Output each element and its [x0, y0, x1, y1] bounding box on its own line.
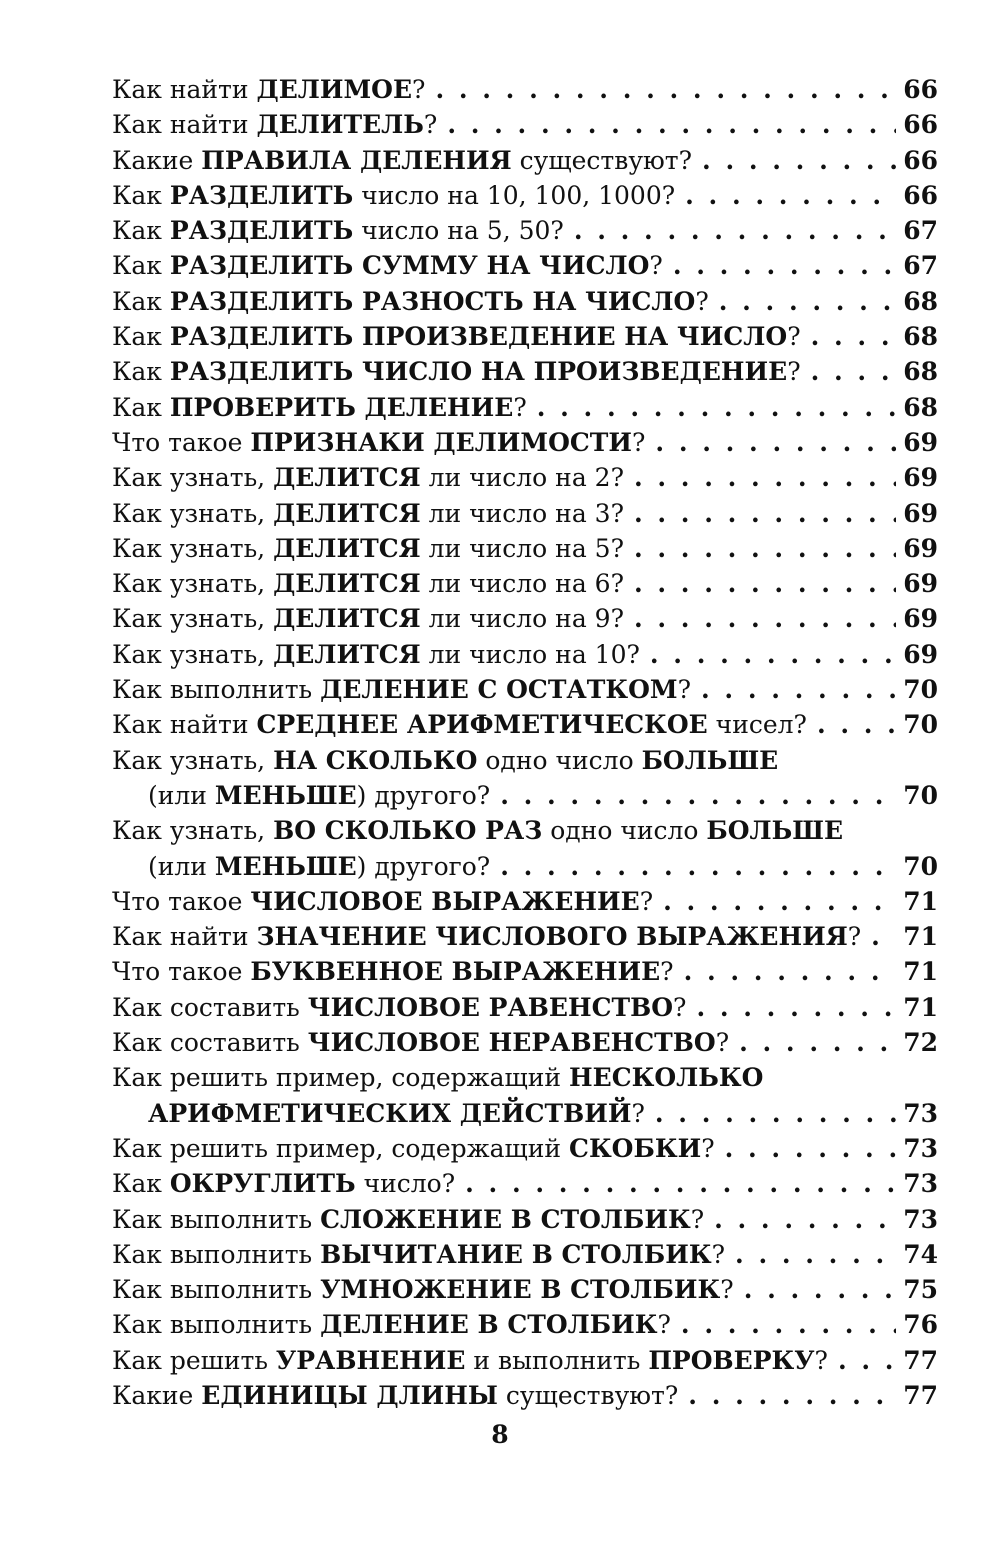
- toc-page-number: 66: [903, 75, 938, 104]
- toc-entry-line: [112, 178, 938, 213]
- toc-keyword: РАЗДЕЛИТЬ: [169, 216, 354, 246]
- toc-entry-title: [112, 1131, 715, 1166]
- toc-keyword: НЕСКОЛЬКО: [569, 1063, 764, 1093]
- toc-text: число?: [355, 1169, 456, 1199]
- toc-entry-line: [112, 248, 938, 283]
- toc-keyword: ДЕЛИТСЯ: [273, 569, 421, 599]
- dot-leader: [650, 637, 896, 672]
- toc-page-number: 66: [903, 110, 938, 140]
- toc-text: Как: [112, 1169, 170, 1199]
- toc-entry-line: [112, 884, 938, 919]
- toc-entry: [112, 1343, 938, 1378]
- toc-page-number: 71: [903, 922, 938, 952]
- toc-entry-title: [112, 884, 653, 919]
- toc-text: одно число: [477, 745, 642, 775]
- toc-text: Как: [112, 180, 170, 210]
- toc-entry-title: [112, 1202, 704, 1237]
- dot-leader: [714, 1202, 896, 1237]
- dot-leader: [634, 531, 896, 566]
- toc-text: ?: [631, 1098, 645, 1128]
- toc-text: Что такое: [112, 957, 251, 987]
- toc-page-number: 74: [903, 1239, 938, 1269]
- toc-text: ?: [715, 1028, 730, 1058]
- toc-text: ?: [690, 1204, 705, 1234]
- page-number: 8: [491, 1420, 509, 1449]
- dot-leader: [702, 143, 896, 178]
- dot-leader: [447, 107, 896, 142]
- toc-text: ?: [423, 110, 438, 140]
- toc-text: Как узнать,: [112, 745, 274, 775]
- toc-keyword: ДЕЛИТЕЛЬ: [256, 110, 424, 140]
- toc-entry-title: [112, 743, 778, 778]
- toc-entry-title: [112, 1237, 725, 1272]
- toc-keyword: ДЕЛИТСЯ: [273, 463, 421, 493]
- toc-entry: [112, 72, 938, 107]
- toc-text: существуют?: [511, 145, 693, 175]
- toc-text: Как выполнить: [112, 1275, 321, 1305]
- dot-leader: [574, 213, 896, 248]
- toc-entry-line: [112, 425, 938, 460]
- toc-entry: [112, 601, 938, 636]
- dot-leader: [871, 919, 896, 954]
- toc-page-number: 69: [903, 498, 938, 528]
- dot-leader: [701, 672, 896, 707]
- toc-entry-title: [112, 107, 437, 142]
- toc-entry: [112, 460, 938, 495]
- toc-entry-title: [112, 672, 691, 707]
- toc-text: ?: [814, 1345, 828, 1375]
- toc-page-number: 71: [903, 886, 938, 916]
- toc-text: ?: [720, 1275, 734, 1305]
- toc-page-number: 71: [903, 957, 938, 987]
- toc-page-number: 73: [903, 1204, 938, 1234]
- toc-entry: [112, 884, 938, 919]
- toc-entry: [112, 813, 938, 884]
- toc-text: ли число на 9?: [420, 604, 624, 634]
- dot-leader: [684, 954, 896, 989]
- toc-entry-title: [148, 778, 490, 813]
- toc-text: ?: [701, 1133, 715, 1163]
- toc-text: ли число на 2?: [420, 463, 624, 493]
- toc-text: ли число на 6?: [420, 569, 624, 599]
- toc-entry-title: [112, 496, 624, 531]
- toc-keyword: ПРАВИЛА ДЕЛЕНИЯ: [201, 145, 512, 175]
- toc-entry-line: [112, 637, 938, 672]
- toc-entry-line: [112, 496, 938, 531]
- toc-text: Какие: [112, 1380, 202, 1410]
- toc-text: чисел?: [707, 710, 807, 740]
- toc-entry-line: [112, 1166, 938, 1201]
- toc-keyword: ДЕЛЕНИЕ С ОСТАТКОМ: [320, 675, 678, 705]
- toc-keyword: ОКРУГЛИТЬ: [169, 1169, 356, 1199]
- toc-entry: [112, 707, 938, 742]
- toc-entry: [112, 178, 938, 213]
- toc-entry-line: [112, 954, 938, 989]
- toc-text: Как узнать,: [112, 533, 274, 563]
- toc-entry-line: [112, 1272, 938, 1307]
- toc-text: Что такое: [112, 427, 251, 457]
- toc-entry-line: [112, 1025, 938, 1060]
- toc-text: ?: [412, 75, 426, 104]
- toc-text: Как составить: [112, 992, 308, 1022]
- toc-entry-title: [112, 248, 663, 283]
- toc-text: ?: [711, 1239, 726, 1269]
- toc-entry-line: [112, 601, 938, 636]
- toc-entry-title: [112, 601, 624, 636]
- toc-entry: [112, 425, 938, 460]
- toc-text: ?: [649, 251, 663, 281]
- toc-text: ?: [787, 357, 801, 387]
- toc-keyword: ЗНАЧЕНИЕ ЧИСЛОВОГО ВЫРАЖЕНИЯ: [256, 922, 848, 952]
- dot-leader: [817, 707, 896, 742]
- toc-text: (или: [148, 780, 215, 810]
- toc-text: Как выполнить: [112, 1239, 321, 1269]
- toc-entry-line: [112, 1060, 938, 1095]
- toc-entry-title: [112, 143, 692, 178]
- toc-entry-line: [112, 213, 938, 248]
- toc-keyword: РАЗДЕЛИТЬ ЧИСЛО НА ПРОИЗВЕДЕНИЕ: [169, 357, 788, 387]
- toc-keyword: ПРИЗНАКИ ДЕЛИМОСТИ: [250, 427, 633, 457]
- toc-entry-title: [112, 1272, 734, 1307]
- toc-text: Как узнать,: [112, 498, 274, 528]
- toc-entry: [112, 107, 938, 142]
- toc-entry: [112, 143, 938, 178]
- toc-entry: [112, 1307, 938, 1342]
- toc-entry: [112, 566, 938, 601]
- toc-entry: [112, 1131, 938, 1166]
- dot-leader: [681, 1307, 896, 1342]
- toc-page-number: 69: [903, 463, 938, 493]
- toc-text: ?: [660, 957, 674, 987]
- toc-page-number: 73: [903, 1133, 938, 1163]
- toc-keyword: ЧИСЛОВОЕ РАВЕНСТВО: [307, 992, 674, 1022]
- toc-entry-line: [112, 390, 938, 425]
- toc-entry-title: [112, 919, 861, 954]
- toc-text: Что такое: [112, 886, 251, 916]
- toc-keyword: РАЗДЕЛИТЬ: [169, 180, 354, 210]
- toc-text: число на 10, 100, 1000?: [353, 180, 676, 210]
- toc-entry: [112, 319, 938, 354]
- dot-leader: [537, 390, 896, 425]
- toc-entry-line: [112, 1307, 938, 1342]
- toc-text: и выполнить: [465, 1345, 649, 1375]
- toc-text: ?: [847, 922, 862, 952]
- toc-entry-line: [112, 72, 938, 107]
- toc-entry-line: [112, 707, 938, 742]
- toc-text: ?: [677, 675, 691, 705]
- toc-text: Как найти: [112, 710, 257, 740]
- toc-text: ?: [632, 427, 646, 457]
- toc-text: (или: [148, 851, 215, 881]
- toc-text: Как узнать,: [112, 604, 274, 634]
- toc-entry: [112, 390, 938, 425]
- toc-entry-line: [112, 531, 938, 566]
- toc-text: ?: [657, 1310, 671, 1340]
- toc-entry-title: [112, 319, 801, 354]
- toc-text: Как: [112, 392, 170, 422]
- dot-leader: [435, 72, 896, 107]
- toc-entry-title: [112, 178, 675, 213]
- toc-entry-title: [112, 1343, 828, 1378]
- toc-entry: [112, 954, 938, 989]
- dot-leader: [696, 990, 896, 1025]
- toc-keyword: СКОБКИ: [569, 1133, 702, 1163]
- dot-leader: [673, 248, 896, 283]
- toc-page-number: 68: [903, 286, 938, 316]
- toc-entry-line: [112, 919, 938, 954]
- toc-entry-line: [112, 1202, 938, 1237]
- toc-entry-title: [112, 990, 686, 1025]
- toc-entry-title: [112, 707, 807, 742]
- toc-page-number: 70: [903, 675, 938, 705]
- toc-keyword: БОЛЬШЕ: [641, 745, 779, 775]
- toc-page-number: 71: [903, 992, 938, 1022]
- toc-text: ?: [673, 992, 687, 1022]
- toc-text: существуют?: [497, 1380, 679, 1410]
- toc-text: одно число: [542, 816, 707, 846]
- toc-entry: [112, 1166, 938, 1201]
- dot-leader: [725, 1131, 896, 1166]
- toc-entry-line: [112, 849, 938, 884]
- toc-entry-title: [112, 954, 674, 989]
- toc-entry: [112, 248, 938, 283]
- toc-page-number: 73: [903, 1098, 938, 1128]
- toc-entry: [112, 1272, 938, 1307]
- toc-page-number: 77: [903, 1345, 938, 1375]
- toc-keyword: ДЕЛИМОЕ: [256, 75, 413, 104]
- toc-entry-title: [112, 284, 709, 319]
- toc-entry-title: [112, 460, 624, 495]
- toc-page-number: 70: [903, 780, 938, 810]
- toc-page-number: 70: [903, 851, 938, 881]
- toc-text: число на 5, 50?: [353, 216, 564, 246]
- toc-entry-title: [112, 213, 564, 248]
- dot-leader: [465, 1166, 896, 1201]
- dot-leader: [735, 1237, 896, 1272]
- toc-entry: [112, 919, 938, 954]
- toc-entry: [112, 1060, 938, 1131]
- toc-page-number: 69: [903, 427, 938, 457]
- toc-entry: [112, 1237, 938, 1272]
- toc-entry-line: [112, 813, 938, 848]
- toc-text: ли число на 5?: [420, 533, 624, 563]
- toc-entry-title: [112, 1025, 729, 1060]
- toc-entry-title: [112, 531, 624, 566]
- toc-entry-title: [148, 1096, 645, 1131]
- toc-text: Как: [112, 357, 170, 387]
- toc-page-number: 69: [903, 639, 938, 669]
- toc-keyword: УРАВНЕНИЕ: [275, 1345, 466, 1375]
- toc-keyword: МЕНЬШЕ: [214, 851, 357, 881]
- toc-entry-title: [112, 1307, 671, 1342]
- dot-leader: [634, 566, 896, 601]
- toc-entry-line: [112, 566, 938, 601]
- toc-text: ли число на 3?: [420, 498, 624, 528]
- toc-keyword: РАЗДЕЛИТЬ ПРОИЗВЕДЕНИЕ НА ЧИСЛО: [169, 322, 788, 352]
- dot-leader: [685, 178, 896, 213]
- dot-leader: [744, 1272, 896, 1307]
- toc-page-number: 75: [903, 1275, 938, 1305]
- toc-entry-line: [112, 1343, 938, 1378]
- toc-page-number: 69: [903, 569, 938, 599]
- toc-text: Как узнать,: [112, 639, 274, 669]
- toc-entry-title: [148, 849, 490, 884]
- toc-entry: [112, 1025, 938, 1060]
- toc-page-number: 76: [903, 1310, 938, 1340]
- dot-leader: [655, 1096, 896, 1131]
- dot-leader: [634, 496, 896, 531]
- toc-text: Какие: [112, 145, 202, 175]
- toc-entry-line: [112, 107, 938, 142]
- toc-entry-title: [112, 1166, 455, 1201]
- dot-leader: [739, 1025, 896, 1060]
- toc-entry-line: [112, 990, 938, 1025]
- toc-entry-line: [112, 460, 938, 495]
- toc-entry: [112, 1378, 938, 1413]
- toc-entry-title: [112, 72, 425, 107]
- toc-text: Как решить пример, содержащий: [112, 1133, 570, 1163]
- toc-entry-title: [112, 1060, 763, 1095]
- toc-text: Как найти: [112, 110, 257, 140]
- toc-page-number: 69: [903, 604, 938, 634]
- toc-entry: [112, 284, 938, 319]
- toc-entry-line: [112, 1096, 938, 1131]
- toc-entry-title: [112, 354, 801, 389]
- toc-text: Как узнать,: [112, 569, 274, 599]
- toc-text: Как найти: [112, 922, 257, 952]
- toc-page-number: 77: [903, 1380, 938, 1410]
- toc-keyword: ВЫЧИТАНИЕ В СТОЛБИК: [320, 1239, 712, 1269]
- toc-keyword: ПРОВЕРКУ: [648, 1345, 815, 1375]
- toc-entry-title: [112, 566, 624, 601]
- toc-keyword: УМНОЖЕНИЕ В СТОЛБИК: [320, 1275, 721, 1305]
- table-of-contents: [112, 72, 938, 1413]
- toc-entry-line: [112, 1378, 938, 1413]
- toc-text: ?: [787, 322, 801, 352]
- toc-text: Как выполнить: [112, 1310, 321, 1340]
- dot-leader: [500, 778, 896, 813]
- toc-keyword: ДЕЛИТСЯ: [273, 533, 421, 563]
- toc-entry-line: [112, 354, 938, 389]
- toc-text: Как: [112, 216, 170, 246]
- toc-text: Как составить: [112, 1028, 308, 1058]
- toc-text: Как: [112, 322, 170, 352]
- toc-text: ?: [513, 392, 527, 422]
- dot-leader: [655, 425, 896, 460]
- toc-keyword: ДЕЛИТСЯ: [273, 604, 421, 634]
- toc-entry-line: [112, 672, 938, 707]
- toc-keyword: МЕНЬШЕ: [214, 780, 357, 810]
- toc-page-number: 72: [903, 1028, 938, 1058]
- dot-leader: [719, 284, 896, 319]
- toc-entry-title: [112, 425, 645, 460]
- toc-keyword: ЧИСЛОВОЕ ВЫРАЖЕНИЕ: [250, 886, 640, 916]
- toc-entry: [112, 990, 938, 1025]
- toc-keyword: ДЕЛИТСЯ: [273, 639, 421, 669]
- toc-keyword: РАЗДЕЛИТЬ РАЗНОСТЬ НА ЧИСЛО: [169, 286, 696, 316]
- dot-leader: [811, 354, 896, 389]
- toc-keyword: РАЗДЕЛИТЬ СУММУ НА ЧИСЛО: [169, 251, 650, 281]
- toc-text: Как выполнить: [112, 1204, 321, 1234]
- dot-leader: [838, 1343, 896, 1378]
- toc-keyword: ЕДИНИЦЫ ДЛИНЫ: [201, 1380, 498, 1410]
- toc-page-number: 66: [903, 180, 938, 210]
- dot-leader: [811, 319, 896, 354]
- toc-page-number: 67: [903, 251, 938, 281]
- toc-text: Как найти: [112, 75, 257, 104]
- toc-keyword: БУКВЕННОЕ ВЫРАЖЕНИЕ: [250, 957, 661, 987]
- toc-keyword: БОЛЬШЕ: [706, 816, 844, 846]
- toc-text: Как узнать,: [112, 816, 274, 846]
- toc-text: ) другого?: [356, 780, 491, 810]
- toc-keyword: ПРОВЕРИТЬ ДЕЛЕНИЕ: [169, 392, 514, 422]
- toc-text: ) другого?: [356, 851, 491, 881]
- toc-text: ?: [639, 886, 654, 916]
- dot-leader: [500, 849, 896, 884]
- toc-keyword: СРЕДНЕЕ АРИФМЕТИЧЕСКОЕ: [256, 710, 708, 740]
- toc-entry: [112, 531, 938, 566]
- toc-entry: [112, 637, 938, 672]
- toc-keyword: АРИФМЕТИЧЕСКИХ ДЕЙСТВИЙ: [148, 1098, 632, 1128]
- toc-entry-line: [112, 1237, 938, 1272]
- dot-leader: [688, 1378, 896, 1413]
- toc-text: Как решить пример, содержащий: [112, 1063, 570, 1093]
- toc-entry-title: [112, 637, 640, 672]
- toc-entry-line: [112, 743, 938, 778]
- toc-page-number: 70: [903, 710, 938, 740]
- toc-page-number: 66: [903, 145, 938, 175]
- toc-entry: [112, 1202, 938, 1237]
- toc-text: Как решить: [112, 1345, 276, 1375]
- toc-entry: [112, 672, 938, 707]
- toc-page-number: 67: [903, 216, 938, 246]
- toc-keyword: ВО СКОЛЬКО РАЗ: [273, 816, 543, 846]
- toc-keyword: ДЕЛЕНИЕ В СТОЛБИК: [320, 1310, 658, 1340]
- toc-entry-line: [112, 778, 938, 813]
- toc-entry: [112, 213, 938, 248]
- toc-entry: [112, 743, 938, 814]
- toc-keyword: ЧИСЛОВОЕ НЕРАВЕНСТВО: [307, 1028, 716, 1058]
- toc-text: Как: [112, 286, 170, 316]
- toc-entry-title: [112, 1378, 678, 1413]
- toc-text: ли число на 10?: [420, 639, 640, 669]
- toc-page-number: 68: [903, 392, 938, 422]
- toc-entry-title: [112, 390, 527, 425]
- toc-page-number: 73: [903, 1169, 938, 1199]
- toc-entry-title: [112, 813, 843, 848]
- dot-leader: [663, 884, 896, 919]
- toc-page-number: 68: [903, 357, 938, 387]
- toc-entry-line: [112, 284, 938, 319]
- toc-text: ?: [695, 286, 709, 316]
- toc-entry-line: [112, 143, 938, 178]
- toc-entry-line: [112, 1131, 938, 1166]
- toc-text: Как узнать,: [112, 463, 274, 493]
- toc-text: Как выполнить: [112, 675, 321, 705]
- toc-page-number: 69: [903, 533, 938, 563]
- toc-keyword: СЛОЖЕНИЕ В СТОЛБИК: [320, 1204, 691, 1234]
- toc-keyword: ДЕЛИТСЯ: [273, 498, 421, 528]
- toc-page-number: 68: [903, 322, 938, 352]
- dot-leader: [634, 460, 896, 495]
- toc-keyword: НА СКОЛЬКО: [273, 745, 478, 775]
- dot-leader: [634, 601, 896, 636]
- toc-entry-line: [112, 319, 938, 354]
- toc-entry: [112, 354, 938, 389]
- toc-entry: [112, 496, 938, 531]
- toc-text: Как: [112, 251, 170, 281]
